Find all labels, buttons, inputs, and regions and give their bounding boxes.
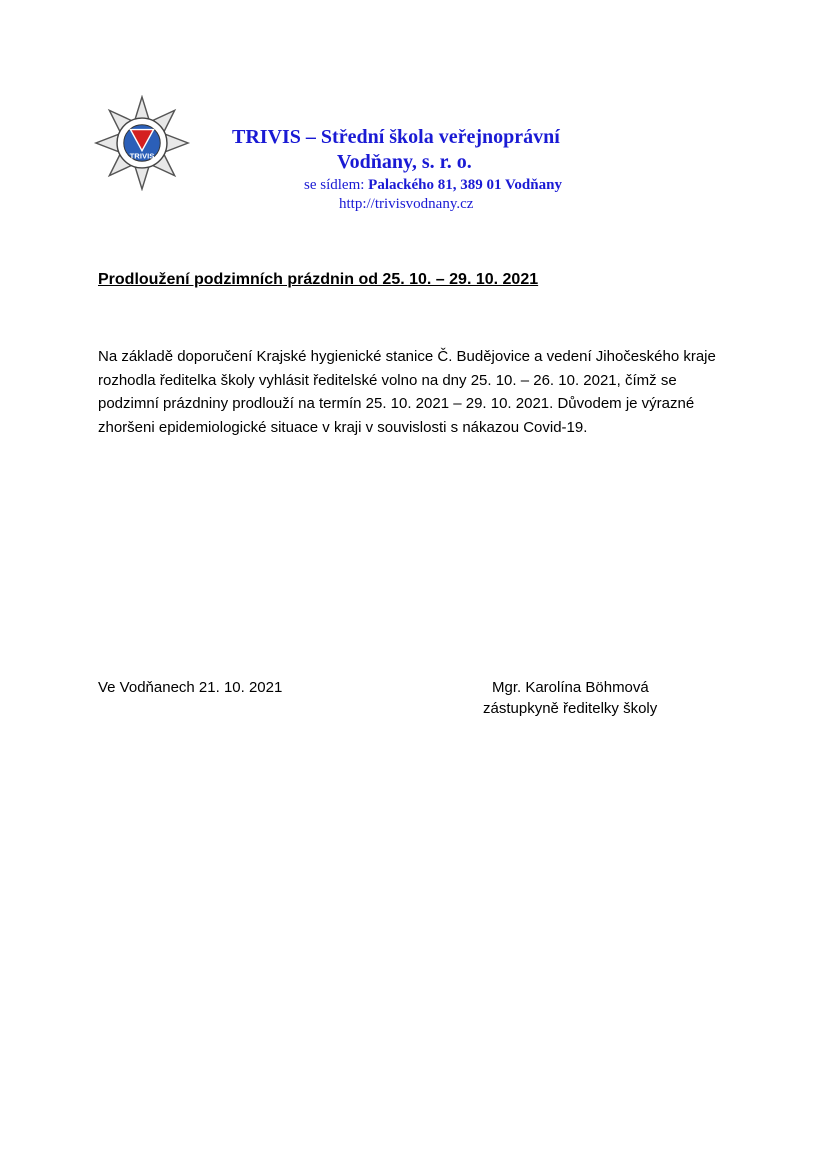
logo-text: TRIVIS [129,151,155,161]
body-line: zhoršeni epidemiologické situace v kraji v souvislosti s nákazou Covid-19. [98,418,588,436]
document-body [98,345,738,439]
body-line: podzimní prázdniny prodlouží na termín 25. 10. 2021 – 29. 10. 2021. Důvodem je výrazné [98,395,695,412]
school-name-cont: Vodňany, s. r. o. [337,151,472,173]
school-seat [304,177,562,194]
school-logo-icon [93,95,191,191]
place-date: Ve Vodňanech 21. 10. 2021 [98,679,283,696]
school-name: TRIVIS – Střední škola veřejnoprávní [232,126,560,148]
body-line: Na základě doporučení Krajské hygienické stanice Č. Budějovice a vedení Jihočeského kraje [98,348,716,365]
document-title: Prodloužení podzimních prázdnin od 25. 10. – 29. 10. 2021 [98,271,539,288]
signatory-role: zástupkyně ředitelky školy [483,700,658,717]
seat-address: Palackého 81, 389 01 Vodňany [368,177,562,193]
seat-prefix: se sídlem: [304,177,369,193]
body-line: rozhodla ředitelka školy vyhlásit ředitelské volno na dny 25. 10. – 26. 10. 2021, čímž se [98,371,677,389]
signatory-name: Mgr. Karolína Böhmová [492,679,649,696]
school-website-link[interactable]: http://trivisvodnany.cz [339,196,474,212]
